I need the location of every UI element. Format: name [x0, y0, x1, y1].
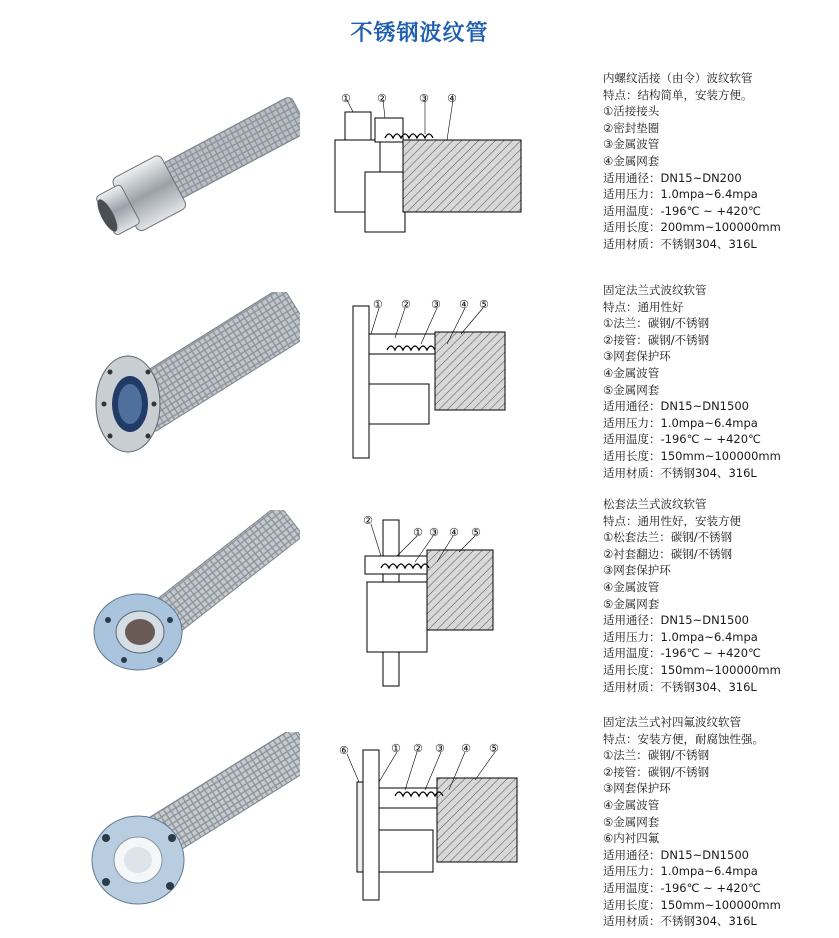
callout-label: ④ — [449, 526, 459, 539]
callout-label: ① — [373, 298, 383, 311]
callout-label: ④ — [447, 92, 457, 105]
callout-label: ⑤ — [471, 526, 481, 539]
product-name: 固定法兰式衬四氟波纹软管 — [603, 715, 741, 729]
callout-label: ④ — [459, 298, 469, 311]
spec-item: 适用长度：150mm~100000mm — [603, 662, 781, 677]
callout-label: ② — [377, 92, 387, 105]
spec-block-fixed-flange — [603, 282, 833, 481]
part-item: ②接管：碳钢/不锈钢 — [603, 332, 710, 347]
product-photo-ptfe-lined — [90, 732, 300, 912]
product-feature: 特点：通用性好，安装方便 — [603, 513, 741, 528]
spec-item: 适用压力：1.0mpa~6.4mpa — [603, 187, 758, 202]
part-item: ④金属网套 — [603, 153, 660, 168]
part-item: ⑤金属网套 — [603, 382, 660, 397]
spec-item: 适用长度：150mm~100000mm — [603, 448, 781, 463]
product-feature: 特点：安装方便，耐腐蚀性强。 — [603, 731, 764, 746]
part-item: ①活接接头 — [603, 104, 660, 119]
callout-label: ③ — [435, 742, 445, 755]
spec-item: 适用材质：不锈钢304、316L — [603, 679, 757, 694]
callout-label: ① — [341, 92, 351, 105]
spec-item: 适用压力：1.0mpa~6.4mpa — [603, 864, 758, 879]
spec-item: 适用压力：1.0mpa~6.4mpa — [603, 629, 758, 644]
part-item: ②衬套翻边：碳钢/不锈钢 — [603, 546, 733, 561]
product-feature: 特点：结构简单，安装方便。 — [603, 87, 753, 102]
spec-block-loose-flange — [603, 496, 833, 695]
spec-block-union — [603, 70, 833, 253]
callout-label: ② — [363, 514, 373, 527]
spec-item: 适用材质：不锈钢304、316L — [603, 465, 757, 480]
part-item: ⑥内衬四氟 — [603, 831, 660, 846]
callout-label: ③ — [419, 92, 429, 105]
spec-item: 适用长度：200mm~100000mm — [603, 220, 781, 235]
part-item: ①法兰：碳钢/不锈钢 — [603, 748, 710, 763]
product-name: 松套法兰式波纹软管 — [603, 497, 707, 511]
callout-label: ④ — [461, 742, 471, 755]
part-item: ③网套保护环 — [603, 349, 671, 364]
part-item: ②密封垫圈 — [603, 120, 660, 135]
part-item: ③网套保护环 — [603, 563, 671, 578]
product-photo-union — [90, 88, 300, 268]
spec-item: 适用材质：不锈钢304、316L — [603, 236, 757, 251]
spec-item: 适用温度：-196℃ ~ +420℃ — [603, 432, 761, 447]
part-item: ③金属波管 — [603, 137, 660, 152]
product-feature: 特点：通用性好 — [603, 299, 684, 314]
spec-item: 适用温度：-196℃ ~ +420℃ — [603, 880, 761, 895]
part-item: ⑤金属网套 — [603, 814, 660, 829]
spec-item: 适用长度：150mm~100000mm — [603, 897, 781, 912]
spec-item: 适用温度：-196℃ ~ +420℃ — [603, 203, 761, 218]
callout-label: ① — [391, 742, 401, 755]
part-item: ②接管：碳钢/不锈钢 — [603, 764, 710, 779]
part-item: ④金属波管 — [603, 579, 660, 594]
callout-label: ⑤ — [489, 742, 499, 755]
callout-label: ⑥ — [339, 744, 349, 757]
section-diagram-ptfe-lined — [325, 740, 535, 920]
page-title: 不锈钢波纹管 — [350, 21, 489, 46]
product-name: 内螺纹活接（由令）波纹软管 — [603, 71, 753, 85]
callout-label: ③ — [431, 298, 441, 311]
callout-label: ① — [413, 526, 423, 539]
part-item: ①法兰：碳钢/不锈钢 — [603, 316, 710, 331]
part-item: ①松套法兰：碳钢/不锈钢 — [603, 530, 733, 545]
spec-item: 适用通径：DN15~DN1500 — [603, 613, 749, 628]
part-item: ⑤金属网套 — [603, 596, 660, 611]
spec-item: 适用通径：DN15~DN200 — [603, 170, 742, 185]
spec-item: 适用压力：1.0mpa~6.4mpa — [603, 415, 758, 430]
product-section-union — [0, 70, 839, 270]
section-diagram-fixed-flange — [325, 294, 535, 474]
part-item: ④金属波管 — [603, 365, 660, 380]
spec-block-ptfe-lined — [603, 714, 833, 930]
section-diagram-union — [325, 90, 535, 270]
product-name: 固定法兰式波纹软管 — [603, 283, 707, 297]
spec-item: 适用通径：DN15~DN1500 — [603, 399, 749, 414]
callout-label: ③ — [429, 526, 439, 539]
section-diagram-loose-flange — [325, 512, 535, 692]
spec-item: 适用通径：DN15~DN1500 — [603, 847, 749, 862]
product-photo-loose-flange — [90, 510, 300, 690]
callout-label: ② — [413, 742, 423, 755]
product-section-ptfe-lined — [0, 714, 839, 938]
spec-item: 适用温度：-196℃ ~ +420℃ — [603, 646, 761, 661]
product-section-fixed-flange — [0, 282, 839, 482]
part-item: ④金属波管 — [603, 797, 660, 812]
product-photo-fixed-flange — [90, 292, 300, 472]
spec-item: 适用材质：不锈钢304、316L — [603, 914, 757, 929]
product-section-loose-flange — [0, 496, 839, 696]
part-item: ③网套保护环 — [603, 781, 671, 796]
callout-label: ② — [401, 298, 411, 311]
callout-label: ⑤ — [479, 298, 489, 311]
